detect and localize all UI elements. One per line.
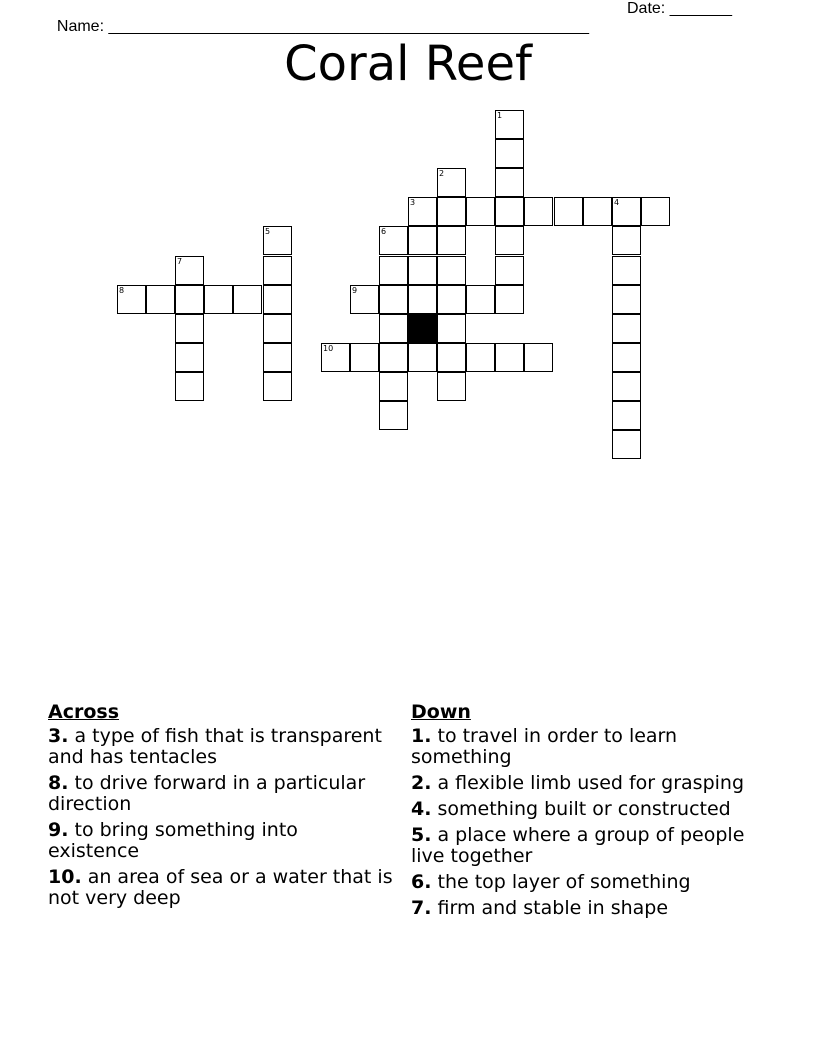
down-heading: Down: [411, 701, 471, 723]
grid-cell[interactable]: [495, 256, 524, 285]
down-clues: [411, 702, 756, 924]
clue-number: 1.: [411, 725, 432, 747]
grid-cell[interactable]: [117, 285, 146, 314]
down-clue: [411, 799, 756, 820]
clue-number: 10: [323, 344, 334, 353]
clue-number: 9: [352, 286, 358, 295]
across-clue: [48, 820, 393, 862]
grid-cell[interactable]: [612, 430, 641, 459]
grid-cell[interactable]: [379, 372, 408, 401]
grid-cell[interactable]: [175, 285, 204, 314]
clue-number: 5: [265, 227, 271, 236]
grid-cell[interactable]: [612, 256, 641, 285]
clue-number: 7.: [411, 897, 432, 919]
grid-cell[interactable]: [175, 343, 204, 372]
grid-cell[interactable]: [350, 343, 379, 372]
grid-cell[interactable]: [612, 372, 641, 401]
grid-cell[interactable]: [233, 285, 262, 314]
grid-cell[interactable]: [495, 285, 524, 314]
grid-cell[interactable]: [379, 226, 408, 255]
grid-cell[interactable]: [524, 197, 553, 226]
grid-cell[interactable]: [612, 343, 641, 372]
grid-cell[interactable]: [524, 343, 553, 372]
grid-cell[interactable]: [612, 226, 641, 255]
clue-number: 2.: [411, 772, 432, 794]
down-clue: [411, 773, 756, 794]
grid-cell[interactable]: [408, 197, 437, 226]
clue-text: a type of fish that is transparent and has tentacles: [48, 725, 382, 768]
grid-cell[interactable]: [437, 197, 466, 226]
grid-cell[interactable]: [146, 285, 175, 314]
grid-cell[interactable]: [263, 343, 292, 372]
grid-cell[interactable]: [437, 168, 466, 197]
crossword-grid: [0, 0, 816, 470]
clue-number: 4.: [411, 798, 432, 820]
clue-number: 7: [177, 257, 183, 266]
grid-cell[interactable]: [350, 285, 379, 314]
grid-cell[interactable]: [437, 343, 466, 372]
grid-cell[interactable]: [408, 285, 437, 314]
name-field-label[interactable]: Name: ______________________________________________________: [56, 18, 589, 35]
down-clue: [411, 726, 756, 768]
clue-text: an area of sea or a water that is not very deep: [48, 866, 393, 909]
clue-text: to bring something into existence: [48, 819, 298, 862]
grid-cell[interactable]: [437, 314, 466, 343]
across-heading: Across: [48, 701, 120, 723]
grid-cell[interactable]: [495, 168, 524, 197]
grid-cell[interactable]: [466, 285, 495, 314]
grid-cell[interactable]: [204, 285, 233, 314]
down-clue: [411, 898, 756, 919]
clue-number: 3: [410, 198, 416, 207]
grid-cell[interactable]: [263, 226, 292, 255]
grid-cell[interactable]: [495, 139, 524, 168]
grid-cell[interactable]: [437, 372, 466, 401]
across-clue: [48, 867, 393, 909]
grid-cell[interactable]: [495, 110, 524, 139]
grid-cell[interactable]: [437, 226, 466, 255]
grid-cell[interactable]: [641, 197, 670, 226]
clue-number: 3.: [48, 725, 69, 747]
clue-text: firm and stable in shape: [431, 897, 669, 919]
clue-text: a place where a group of people live together: [411, 824, 745, 867]
down-clue: [411, 872, 756, 893]
grid-cell[interactable]: [437, 256, 466, 285]
clue-number: 8.: [48, 772, 69, 794]
black-cell: [408, 314, 437, 343]
clue-number: 6.: [411, 871, 432, 893]
grid-cell[interactable]: [263, 256, 292, 285]
grid-cell[interactable]: [379, 285, 408, 314]
grid-cell[interactable]: [495, 197, 524, 226]
clue-number: 6: [381, 227, 387, 236]
grid-cell[interactable]: [554, 197, 583, 226]
grid-cell[interactable]: [408, 256, 437, 285]
across-clue: [48, 773, 393, 815]
grid-cell[interactable]: [175, 314, 204, 343]
grid-cell[interactable]: [379, 401, 408, 430]
down-clue: [411, 825, 756, 867]
puzzle-title: Coral Reef: [284, 36, 532, 92]
grid-cell[interactable]: [612, 197, 641, 226]
grid-cell[interactable]: [408, 343, 437, 372]
grid-cell[interactable]: [175, 256, 204, 285]
clue-text: something built or constructed: [431, 798, 731, 820]
grid-cell[interactable]: [263, 372, 292, 401]
grid-cell[interactable]: [408, 226, 437, 255]
clue-text: the top layer of something: [431, 871, 691, 893]
grid-cell[interactable]: [612, 401, 641, 430]
grid-cell[interactable]: [175, 372, 204, 401]
grid-cell[interactable]: [437, 285, 466, 314]
across-clues: [48, 702, 393, 914]
clue-number: 10.: [48, 866, 82, 888]
grid-cell[interactable]: [612, 285, 641, 314]
clue-text: to drive forward in a particular direction: [48, 772, 366, 815]
clue-number: 1: [497, 111, 503, 120]
grid-cell[interactable]: [495, 343, 524, 372]
date-field-label[interactable]: Date: _______: [627, 0, 732, 17]
grid-cell[interactable]: [321, 343, 350, 372]
grid-cell[interactable]: [263, 314, 292, 343]
across-clue: [48, 726, 393, 768]
clue-text: to travel in order to learn something: [411, 725, 678, 768]
grid-cell[interactable]: [583, 197, 612, 226]
clue-number: 4: [614, 198, 620, 207]
grid-cell[interactable]: [263, 285, 292, 314]
grid-cell[interactable]: [466, 197, 495, 226]
grid-cell[interactable]: [612, 314, 641, 343]
clue-text: a flexible limb used for grasping: [431, 772, 745, 794]
clue-number: 2: [439, 169, 445, 178]
clue-number: 8: [119, 286, 125, 295]
grid-cell[interactable]: [379, 314, 408, 343]
grid-cell[interactable]: [379, 256, 408, 285]
grid-cell[interactable]: [379, 343, 408, 372]
clue-number: 9.: [48, 819, 69, 841]
clue-number: 5.: [411, 824, 432, 846]
grid-cell[interactable]: [495, 226, 524, 255]
grid-cell[interactable]: [466, 343, 495, 372]
